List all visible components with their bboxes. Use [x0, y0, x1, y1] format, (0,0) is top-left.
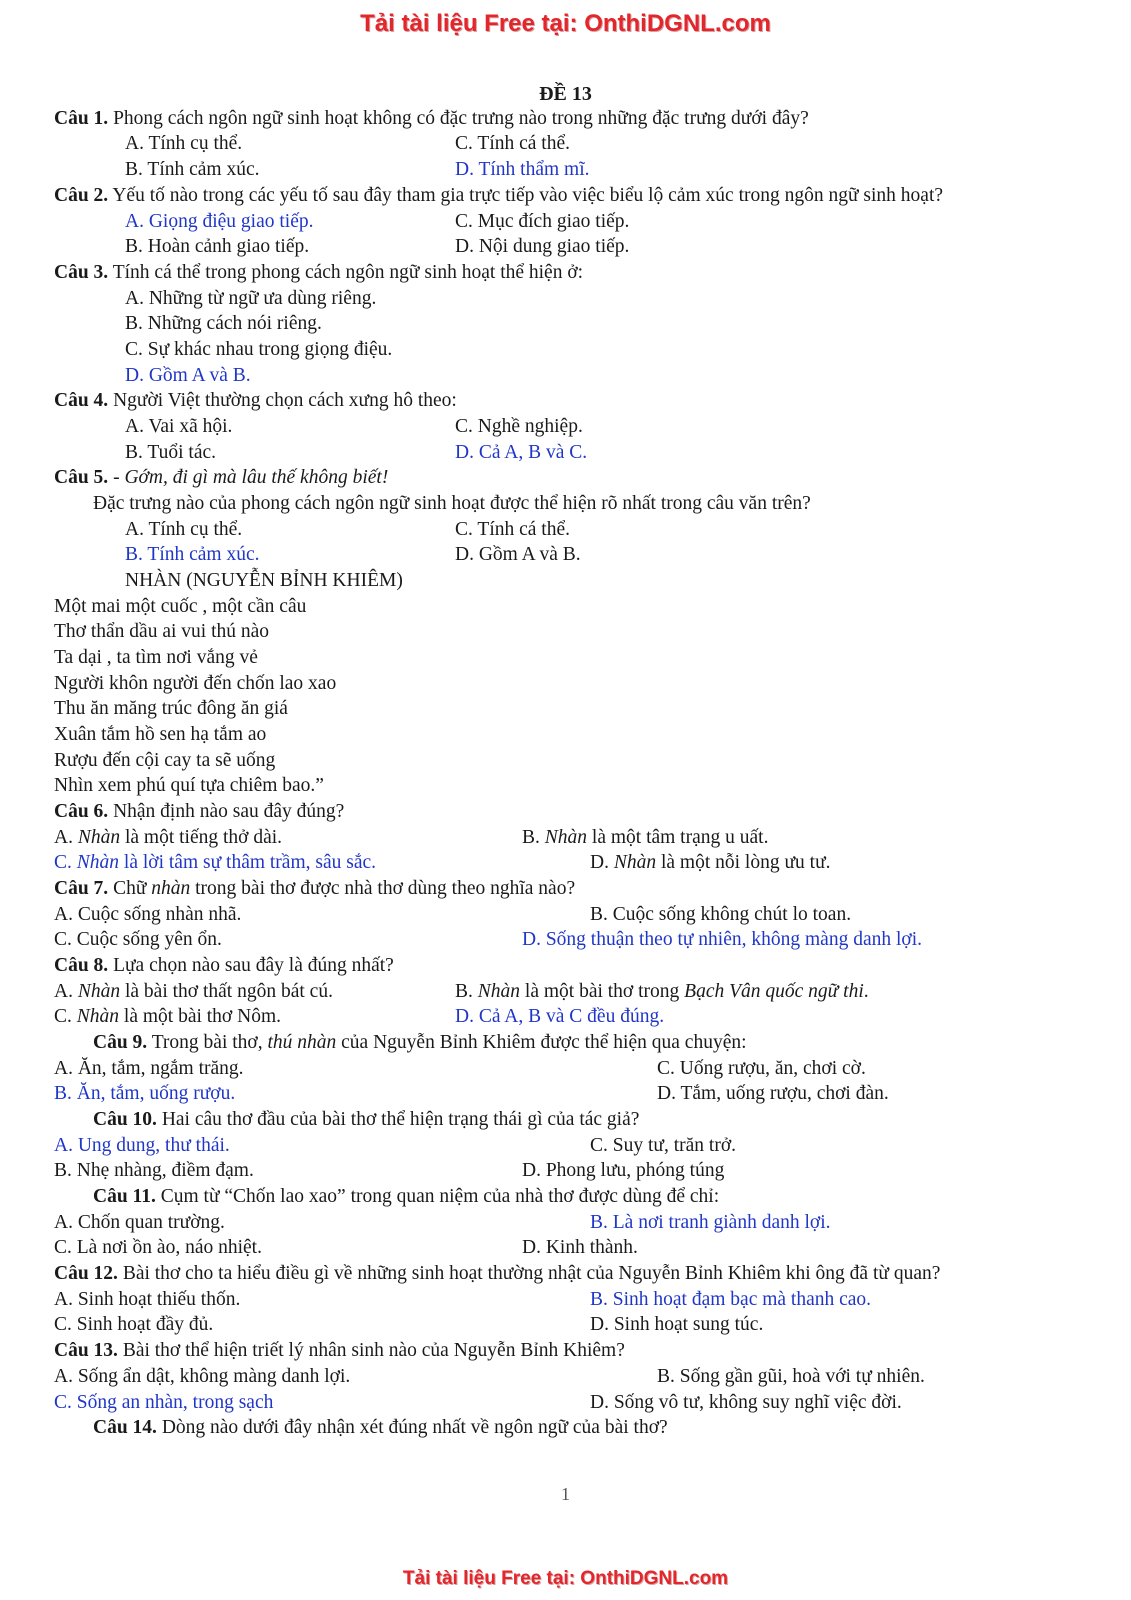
q4-option-d[interactable]: D. Cả A, B và C.	[455, 442, 588, 463]
question-14: Câu 14. Dòng nào dưới đây nhận xét đúng nhất về ngôn ngữ của bài thơ?	[93, 1417, 668, 1438]
question-8: Câu 8. Lựa chọn nào sau đây là đúng nhất?	[54, 955, 394, 976]
question-7: Câu 7. Chữ nhàn trong bài thơ được nhà thơ dùng theo nghĩa nào?	[54, 878, 576, 899]
q9-option-a[interactable]: A. Ăn, tắm, ngắm trăng.	[54, 1058, 244, 1079]
q5-option-a[interactable]: A. Tính cụ thể.	[125, 519, 243, 540]
question-10: Câu 10. Hai câu thơ đầu của bài thơ thể hiện trạng thái gì của tác giả?	[93, 1109, 640, 1130]
q7-option-d[interactable]: D. Sống thuận theo tự nhiên, không màng danh lợi.	[522, 929, 923, 950]
question-6: Câu 6. Nhận định nào sau đây đúng?	[54, 801, 345, 822]
q4-option-c[interactable]: C. Nghề nghiệp.	[455, 416, 583, 437]
q1-option-b[interactable]: B. Tính cảm xúc.	[125, 159, 260, 180]
poem-line: Người khôn người đến chốn lao xao	[54, 673, 337, 694]
q2-option-b[interactable]: B. Hoàn cảnh giao tiếp.	[125, 236, 310, 257]
q4-option-b[interactable]: B. Tuổi tác.	[125, 442, 217, 463]
poem-line: Nhìn xem phú quí tựa chiêm bao.”	[54, 775, 324, 796]
question-3: Câu 3. Tính cá thể trong phong cách ngôn ngữ sinh hoạt thể hiện ở:	[54, 262, 584, 283]
question-11: Câu 11. Cụm từ “Chốn lao xao” trong quan niệm của nhà thơ được dùng để chỉ:	[93, 1186, 720, 1207]
q13-option-c[interactable]: C. Sống an nhàn, trong sạch	[54, 1392, 274, 1413]
question-13: Câu 13. Bài thơ thể hiện triết lý nhân sinh nào của Nguyễn Bỉnh Khiêm?	[54, 1340, 625, 1361]
q10-option-c[interactable]: C. Suy tư, trăn trở.	[590, 1135, 737, 1156]
q12-option-c[interactable]: C. Sinh hoạt đầy đủ.	[54, 1314, 214, 1335]
q8-option-c[interactable]: C. Nhàn là một bài thơ Nôm.	[54, 1006, 281, 1027]
poem-line: Một mai một cuốc , một cần câu	[54, 596, 307, 617]
poem-line: Xuân tắm hồ sen hạ tắm ao	[54, 724, 267, 745]
q13-option-d[interactable]: D. Sống vô tư, không suy nghĩ việc đời.	[590, 1392, 902, 1413]
question-2: Câu 2. Yếu tố nào trong các yếu tố sau đây tham gia trực tiếp vào việc biểu lộ cảm xúc trong ngôn ngữ sinh hoạt?	[54, 185, 944, 206]
q1-option-d[interactable]: D. Tính thẩm mĩ.	[455, 159, 590, 180]
question-1: Câu 1. Phong cách ngôn ngữ sinh hoạt không có đặc trưng nào trong những đặc trưng dưới đây?	[54, 108, 809, 129]
q1-option-a[interactable]: A. Tính cụ thể.	[125, 133, 243, 154]
q11-option-b[interactable]: B. Là nơi tranh giành danh lợi.	[590, 1212, 831, 1233]
q1-option-c[interactable]: C. Tính cá thể.	[455, 133, 570, 154]
question-9: Câu 9. Trong bài thơ, thú nhàn của Nguyễn Bỉnh Khiêm được thể hiện qua chuyện:	[93, 1032, 747, 1053]
q2-option-a[interactable]: A. Giọng điệu giao tiếp.	[125, 211, 314, 232]
q2-option-c[interactable]: C. Mục đích giao tiếp.	[455, 211, 630, 232]
question-12: Câu 12. Bài thơ cho ta hiểu điều gì về những sinh hoạt thường nhật của Nguyễn Bỉnh Khiêm khi ông đã từ quan?	[54, 1263, 941, 1284]
top-banner[interactable]: Tải tài liệu Free tại: OnthiDGNL.com	[360, 10, 771, 37]
q11-option-a[interactable]: A. Chốn quan trường.	[54, 1212, 225, 1233]
q10-option-b[interactable]: B. Nhẹ nhàng, điềm đạm.	[54, 1160, 254, 1181]
q8-option-a[interactable]: A. Nhàn là bài thơ thất ngôn bát cú.	[54, 981, 333, 1002]
q6-option-d[interactable]: D. Nhàn là một nỗi lòng ưu tư.	[590, 852, 831, 873]
q5-option-b[interactable]: B. Tính cảm xúc.	[125, 544, 260, 565]
q3-option-d[interactable]: D. Gồm A và B.	[125, 365, 251, 386]
q9-option-c[interactable]: C. Uống rượu, ăn, chơi cờ.	[657, 1058, 866, 1079]
q9-option-d[interactable]: D. Tắm, uống rượu, chơi đàn.	[657, 1083, 889, 1104]
q7-option-c[interactable]: C. Cuộc sống yên ổn.	[54, 929, 222, 950]
q6-option-a[interactable]: A. Nhàn là một tiếng thở dài.	[54, 827, 283, 848]
q3-option-c[interactable]: C. Sự khác nhau trong giọng điệu.	[125, 339, 393, 360]
poem-line: Thơ thẩn dầu ai vui thú nào	[54, 621, 270, 642]
q6-option-c[interactable]: C. Nhàn là lời tâm sự thâm trầm, sâu sắc.	[54, 852, 377, 873]
poem-line: Rượu đến cội cay ta sẽ uống	[54, 750, 276, 771]
q13-option-b[interactable]: B. Sống gần gũi, hoà với tự nhiên.	[657, 1366, 925, 1387]
q6-option-b[interactable]: B. Nhàn là một tâm trạng u uất.	[522, 827, 769, 848]
q12-option-d[interactable]: D. Sinh hoạt sung túc.	[590, 1314, 764, 1335]
q13-option-a[interactable]: A. Sống ẩn dật, không màng danh lợi.	[54, 1366, 351, 1387]
poem-heading: NHÀN (NGUYỄN BỈNH KHIÊM)	[125, 570, 403, 591]
q2-option-d[interactable]: D. Nội dung giao tiếp.	[455, 236, 630, 257]
q12-option-a[interactable]: A. Sinh hoạt thiếu thốn.	[54, 1289, 241, 1310]
q8-option-b[interactable]: B. Nhàn là một bài thơ trong Bạch Vân quốc ngữ thi.	[455, 981, 869, 1002]
q5-option-d[interactable]: D. Gồm A và B.	[455, 544, 581, 565]
q10-option-d[interactable]: D. Phong lưu, phóng túng	[522, 1160, 725, 1181]
question-4: Câu 4. Người Việt thường chọn cách xưng hô theo:	[54, 390, 457, 411]
q3-option-a[interactable]: A. Những từ ngữ ưa dùng riêng.	[125, 288, 377, 309]
page-number: 1	[561, 1484, 570, 1504]
question-5-prompt: Đặc trưng nào của phong cách ngôn ngữ sinh hoạt được thể hiện rõ nhất trong câu văn trên?	[93, 493, 811, 514]
q7-option-a[interactable]: A. Cuộc sống nhàn nhã.	[54, 904, 242, 925]
poem-line: Thu ăn măng trúc đông ăn giá	[54, 698, 288, 719]
q9-option-b[interactable]: B. Ăn, tắm, uống rượu.	[54, 1083, 236, 1104]
q8-option-d[interactable]: D. Cả A, B và C đều đúng.	[455, 1006, 665, 1027]
q3-option-b[interactable]: B. Những cách nói riêng.	[125, 313, 322, 334]
question-5: Câu 5. - Gớm, đi gì mà lâu thế không biết!	[54, 467, 389, 488]
exam-title: ĐỀ 13	[539, 83, 592, 105]
q10-option-a[interactable]: A. Ung dung, thư thái.	[54, 1135, 230, 1156]
bottom-banner[interactable]: Tải tài liệu Free tại: OnthiDGNL.com	[402, 1568, 729, 1589]
poem-line: Ta dại , ta tìm nơi vắng vẻ	[54, 647, 258, 668]
q12-option-b[interactable]: B. Sinh hoạt đạm bạc mà thanh cao.	[590, 1289, 872, 1310]
q11-option-d[interactable]: D. Kinh thành.	[522, 1237, 638, 1258]
q4-option-a[interactable]: A. Vai xã hội.	[125, 416, 233, 437]
q11-option-c[interactable]: C. Là nơi ồn ào, náo nhiệt.	[54, 1237, 262, 1258]
q7-option-b[interactable]: B. Cuộc sống không chút lo toan.	[590, 904, 852, 925]
q5-option-c[interactable]: C. Tính cá thể.	[455, 519, 570, 540]
